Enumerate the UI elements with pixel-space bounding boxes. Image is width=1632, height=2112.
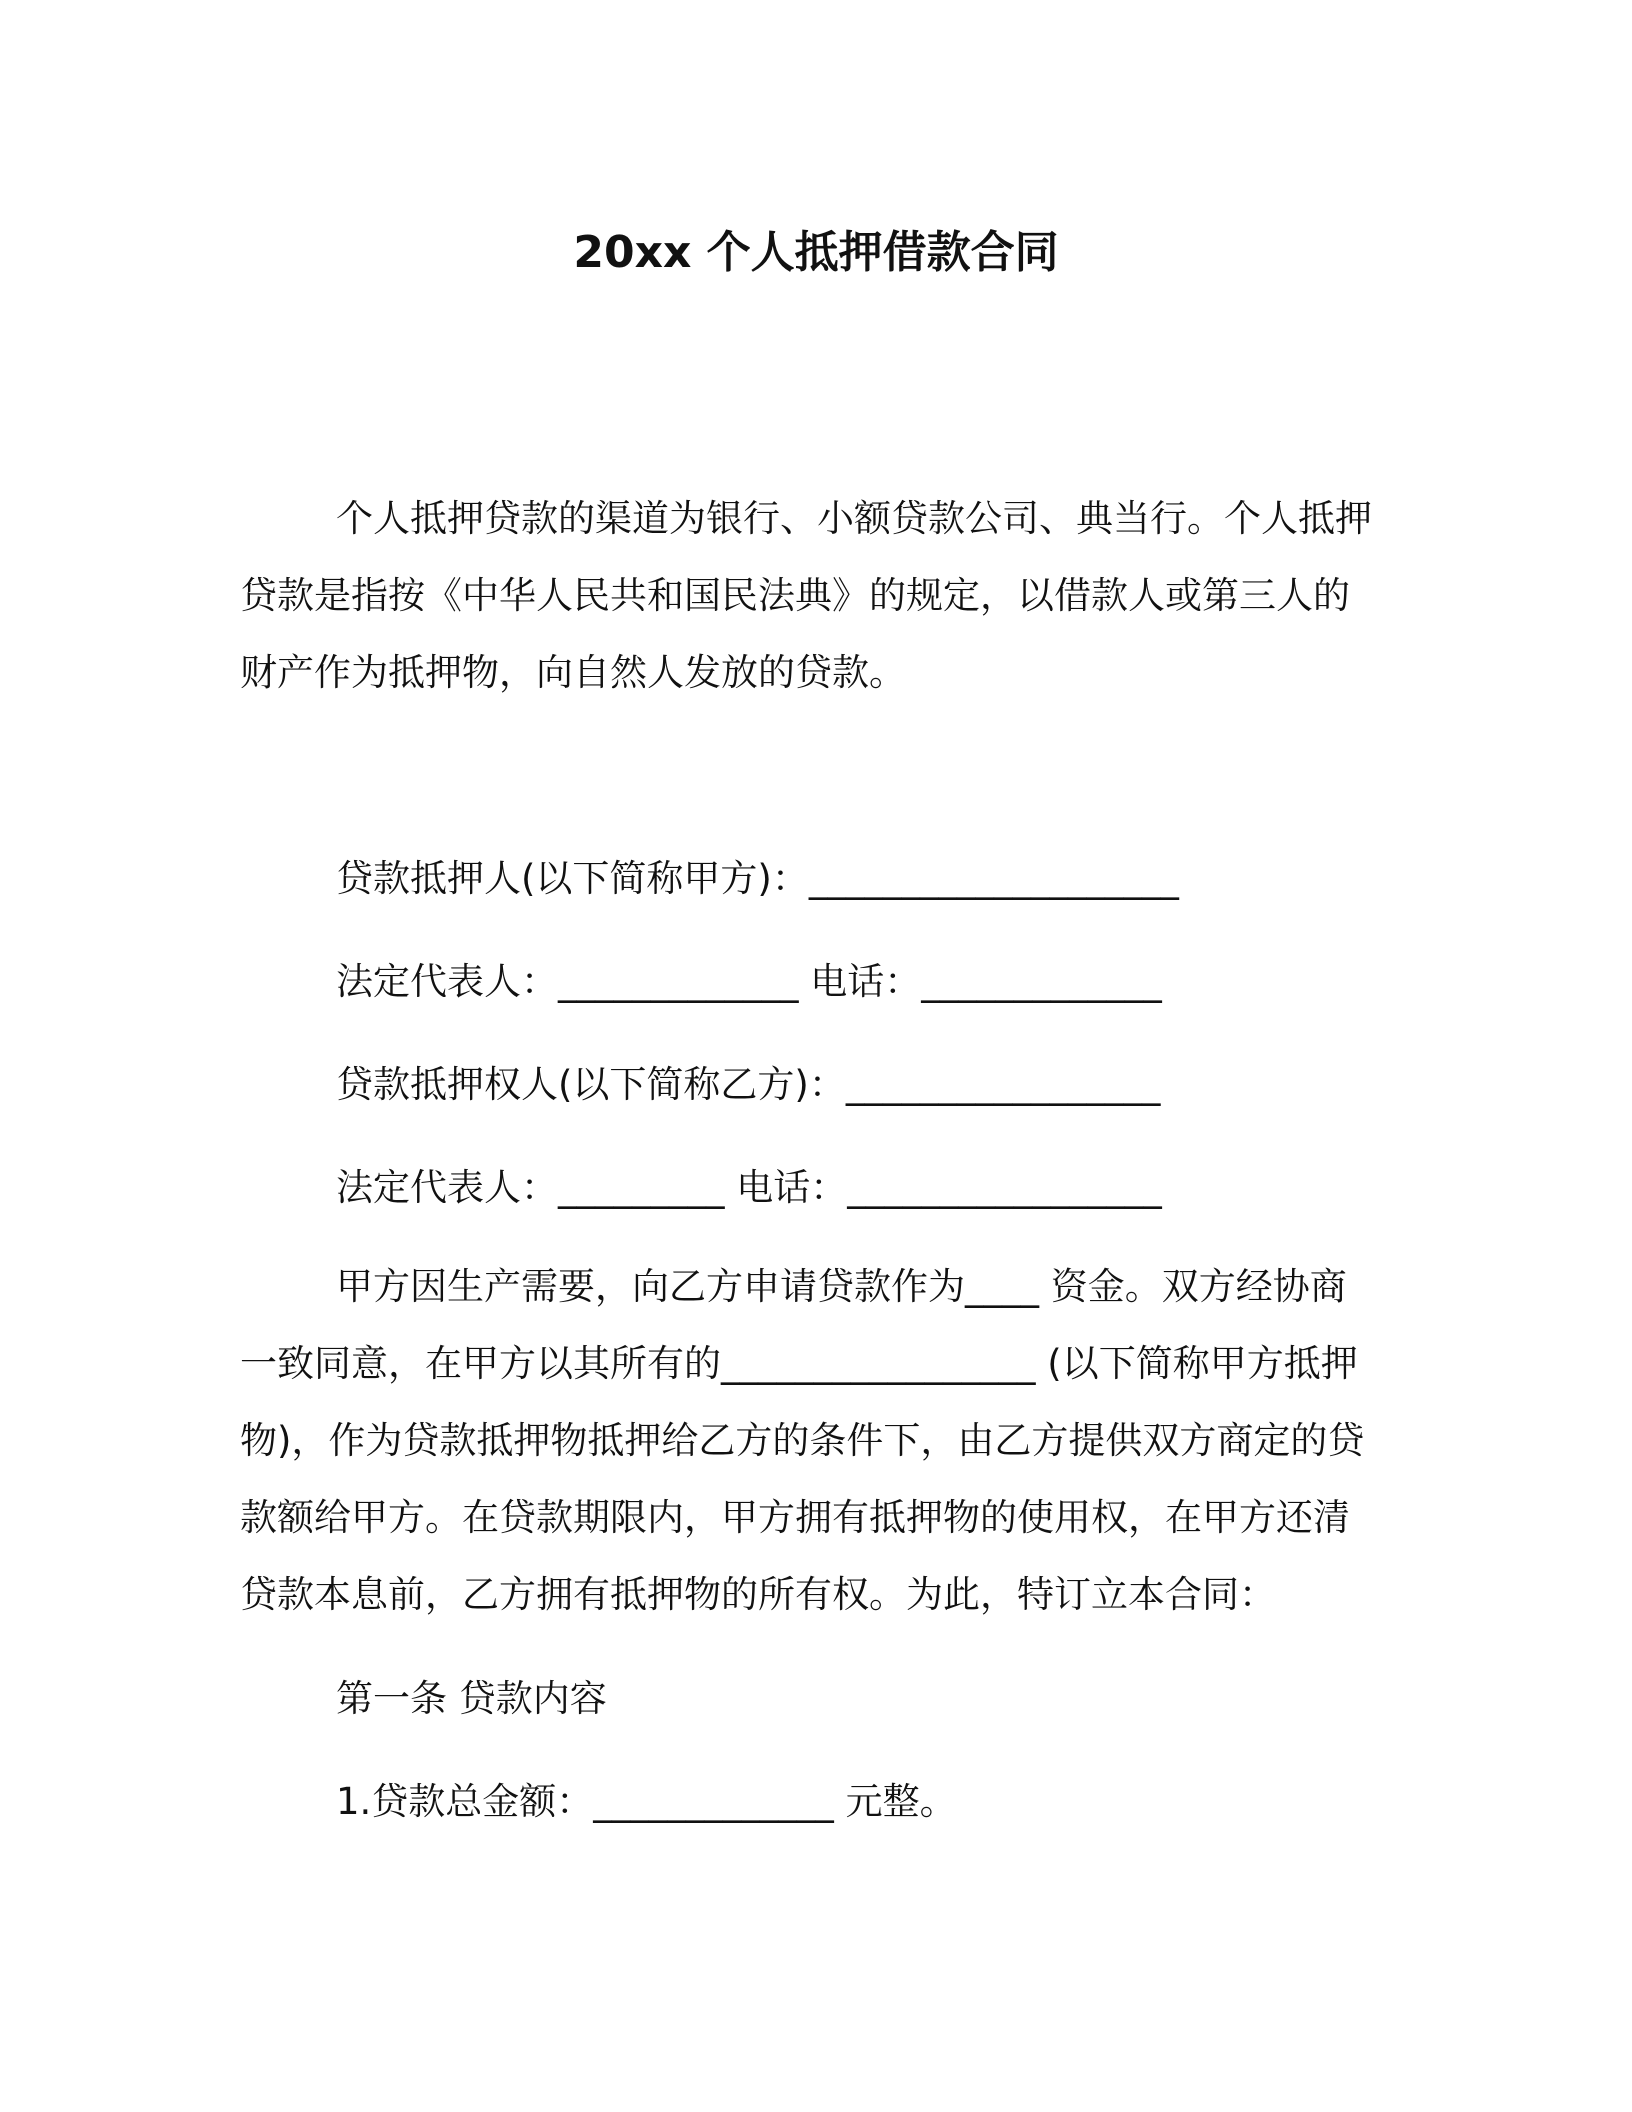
mortgagor-representative-line: 法定代表人：_____________ 电话：_____________ bbox=[336, 960, 1162, 1003]
body-paragraph bbox=[240, 1248, 1380, 1633]
body-line-3: 物)，作为贷款抵押物抵押给乙方的条件下，由乙方提供双方商定的贷 bbox=[240, 1419, 1365, 1462]
body-line-5: 贷款本息前，乙方拥有抵押物的所有权。为此，特订立本合同： bbox=[240, 1573, 1276, 1616]
mortgagee-line: 贷款抵押权人(以下简称乙方)：_________________ bbox=[336, 1063, 1161, 1106]
body-line-4: 款额给甲方。在贷款期限内，甲方拥有抵押物的使用权，在甲方还清 bbox=[240, 1496, 1350, 1539]
mortgagor-line: 贷款抵押人(以下简称甲方)：____________________ bbox=[336, 857, 1179, 900]
intro-paragraph bbox=[240, 480, 1380, 711]
mortgagee-representative-line: 法定代表人：_________ 电话：_________________ bbox=[336, 1166, 1162, 1209]
body-line-2: 一致同意，在甲方以其所有的_________________ (以下简称甲方抵押 bbox=[240, 1342, 1358, 1385]
intro-line-2: 贷款是指按《中华人民共和国民法典》的规定，以借款人或第三人的 bbox=[240, 574, 1350, 617]
body-line-1: 甲方因生产需要，向乙方申请贷款作为____ 资金。双方经协商 bbox=[336, 1265, 1347, 1308]
intro-line-3: 财产作为抵押物，向自然人发放的贷款。 bbox=[240, 651, 906, 694]
intro-line-1: 个人抵押贷款的渠道为银行、小额贷款公司、典当行。个人抵押 bbox=[336, 497, 1372, 540]
document-title: 20xx 个人抵押借款合同 bbox=[573, 227, 1059, 278]
article-1-item-1: 1.贷款总金额：_____________ 元整。 bbox=[336, 1780, 957, 1823]
article-1-block bbox=[240, 1660, 1380, 1840]
article-1-heading: 第一条 贷款内容 bbox=[336, 1677, 607, 1720]
parties-block bbox=[240, 840, 1380, 1252]
